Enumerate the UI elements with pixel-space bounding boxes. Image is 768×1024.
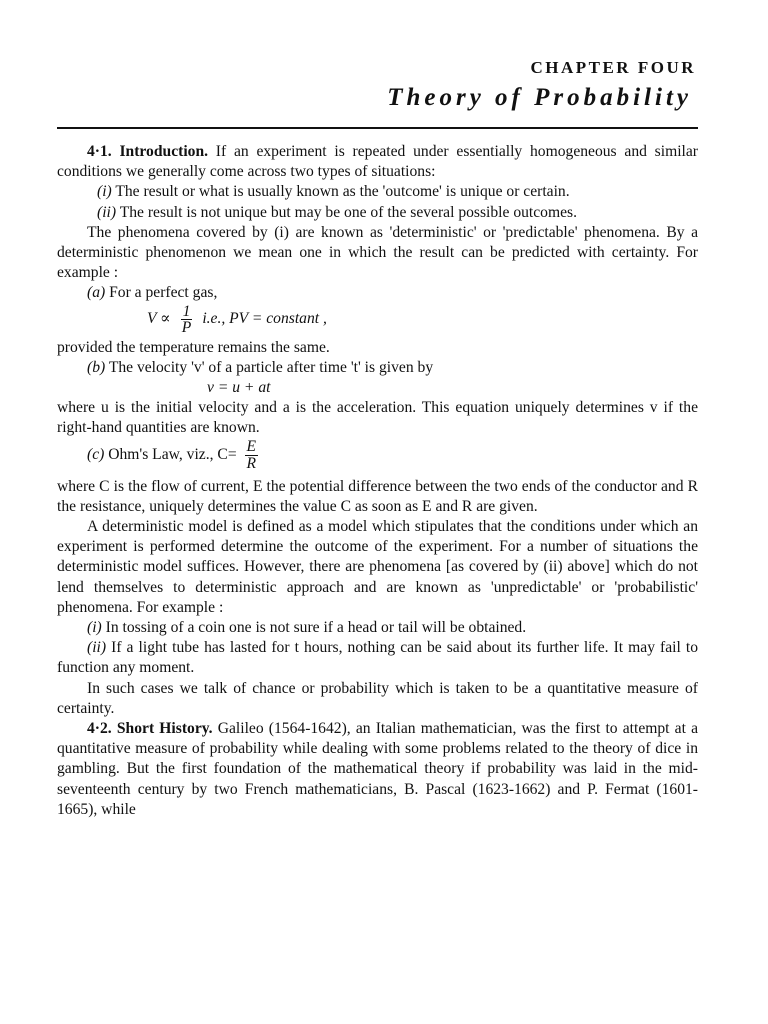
formula-gas-law <box>57 304 698 338</box>
prob-example-i <box>57 618 698 638</box>
formula-a-lhs: V ∝ <box>147 309 171 327</box>
example-c-text: Ohm's Law, viz., C= <box>108 445 237 463</box>
section-number: 4·1. <box>87 143 112 160</box>
intro-text: If an experiment is repeated under essentially homogeneous and similar conditions we generally come across two types of situations: <box>57 143 698 181</box>
model-paragraph: A deterministic model is defined as a model which stipulates that the conditions under which an experiment is performed determine the outcome of the experiment. For a number of situations the deterministic model suffices. However, there are phenomena [as covered by (ii) above] which do not lend themselves to deterministic approach and are known as 'unpredictable' or 'probabilistic' phenomena. For example : <box>57 518 698 616</box>
example-a-text: For a perfect gas, <box>109 284 218 302</box>
chapter-title: Theory of Probability <box>387 84 692 111</box>
case-ii-text: The result is not unique but may be one of the several possible outcomes. <box>119 203 578 221</box>
case-i-marker: (i) <box>97 183 112 201</box>
formula-a-denominator: P <box>181 318 192 336</box>
formula-a-numerator: 1 <box>182 302 191 320</box>
example-a-marker: (a) <box>87 284 106 302</box>
history-text: Galileo (1564-1642), an Italian mathematician, was the first to attempt at a quantitative measure of probability while dealing with some problems related to the theory of dice in gambling. But the first foundation of the mathematical theory if probability was laid in the mid-seventeenth century by two French mathematicians, B. Pascal (1623-1662) and P. Fermat (1601-1665), while <box>57 720 699 818</box>
header-rule <box>57 127 698 129</box>
after-example-b: where u is the initial velocity and a is the acceleration. This equation uniquely determines v if the right-hand quantities are known. <box>57 399 698 437</box>
after-example-c: where C is the flow of current, E the potential difference between the two ends of the conductor and R the resistance, uniquely determines the value C as soon as E and R are given. <box>57 477 698 515</box>
example-b-text: The velocity 'v' of a particle after time 't' is given by <box>108 358 434 376</box>
chapter-label: CHAPTER FOUR <box>530 58 696 77</box>
formula-a-rhs: i.e., PV = constant , <box>202 309 327 327</box>
prob-example-ii <box>57 638 698 678</box>
history-paragraph <box>57 719 698 820</box>
example-b-marker: (b) <box>87 358 106 376</box>
chapter-body <box>57 142 698 820</box>
formula-c-fraction <box>245 439 259 472</box>
deterministic-paragraph: The phenomena covered by (i) are known as 'deterministic' or 'predictable' phenomena. By a deterministic phenomenon we mean one in which the result can be predicted with certainty. For example : <box>57 223 698 282</box>
example-c-marker: (c) <box>87 445 105 463</box>
section-heading: Introduction. <box>119 143 209 160</box>
prob-ii-text: If a light tube has lasted for t hours, nothing can be said about its further life. It may fail to function any moment. <box>57 639 699 677</box>
formula-velocity: v = u + at <box>207 379 271 397</box>
case-ii-marker: (ii) <box>97 203 117 221</box>
chance-paragraph: In such cases we talk of chance or probability which is taken to be a quantitative measure of certainty. <box>57 679 698 717</box>
prob-ii-marker: (ii) <box>87 639 107 657</box>
section-2-number: 4·2. <box>87 720 112 738</box>
formula-a-fraction <box>181 304 193 335</box>
formula-c-denominator: R <box>246 454 257 472</box>
intro-paragraph <box>57 142 698 182</box>
case-i-text: The result or what is usually known as the 'outcome' is unique or certain. <box>115 183 570 201</box>
after-example-a: provided the temperature remains the same. <box>57 338 330 356</box>
example-c <box>57 439 698 477</box>
example-a <box>57 283 698 303</box>
formula-c-numerator: E <box>246 437 257 455</box>
case-ii <box>57 203 698 223</box>
prob-i-text: In tossing of a coin one is not sure if a head or tail will be obtained. <box>105 619 527 637</box>
section-2-heading: Short History. <box>116 720 213 738</box>
prob-i-marker: (i) <box>87 619 102 637</box>
case-i <box>57 182 698 202</box>
example-b <box>57 358 698 378</box>
